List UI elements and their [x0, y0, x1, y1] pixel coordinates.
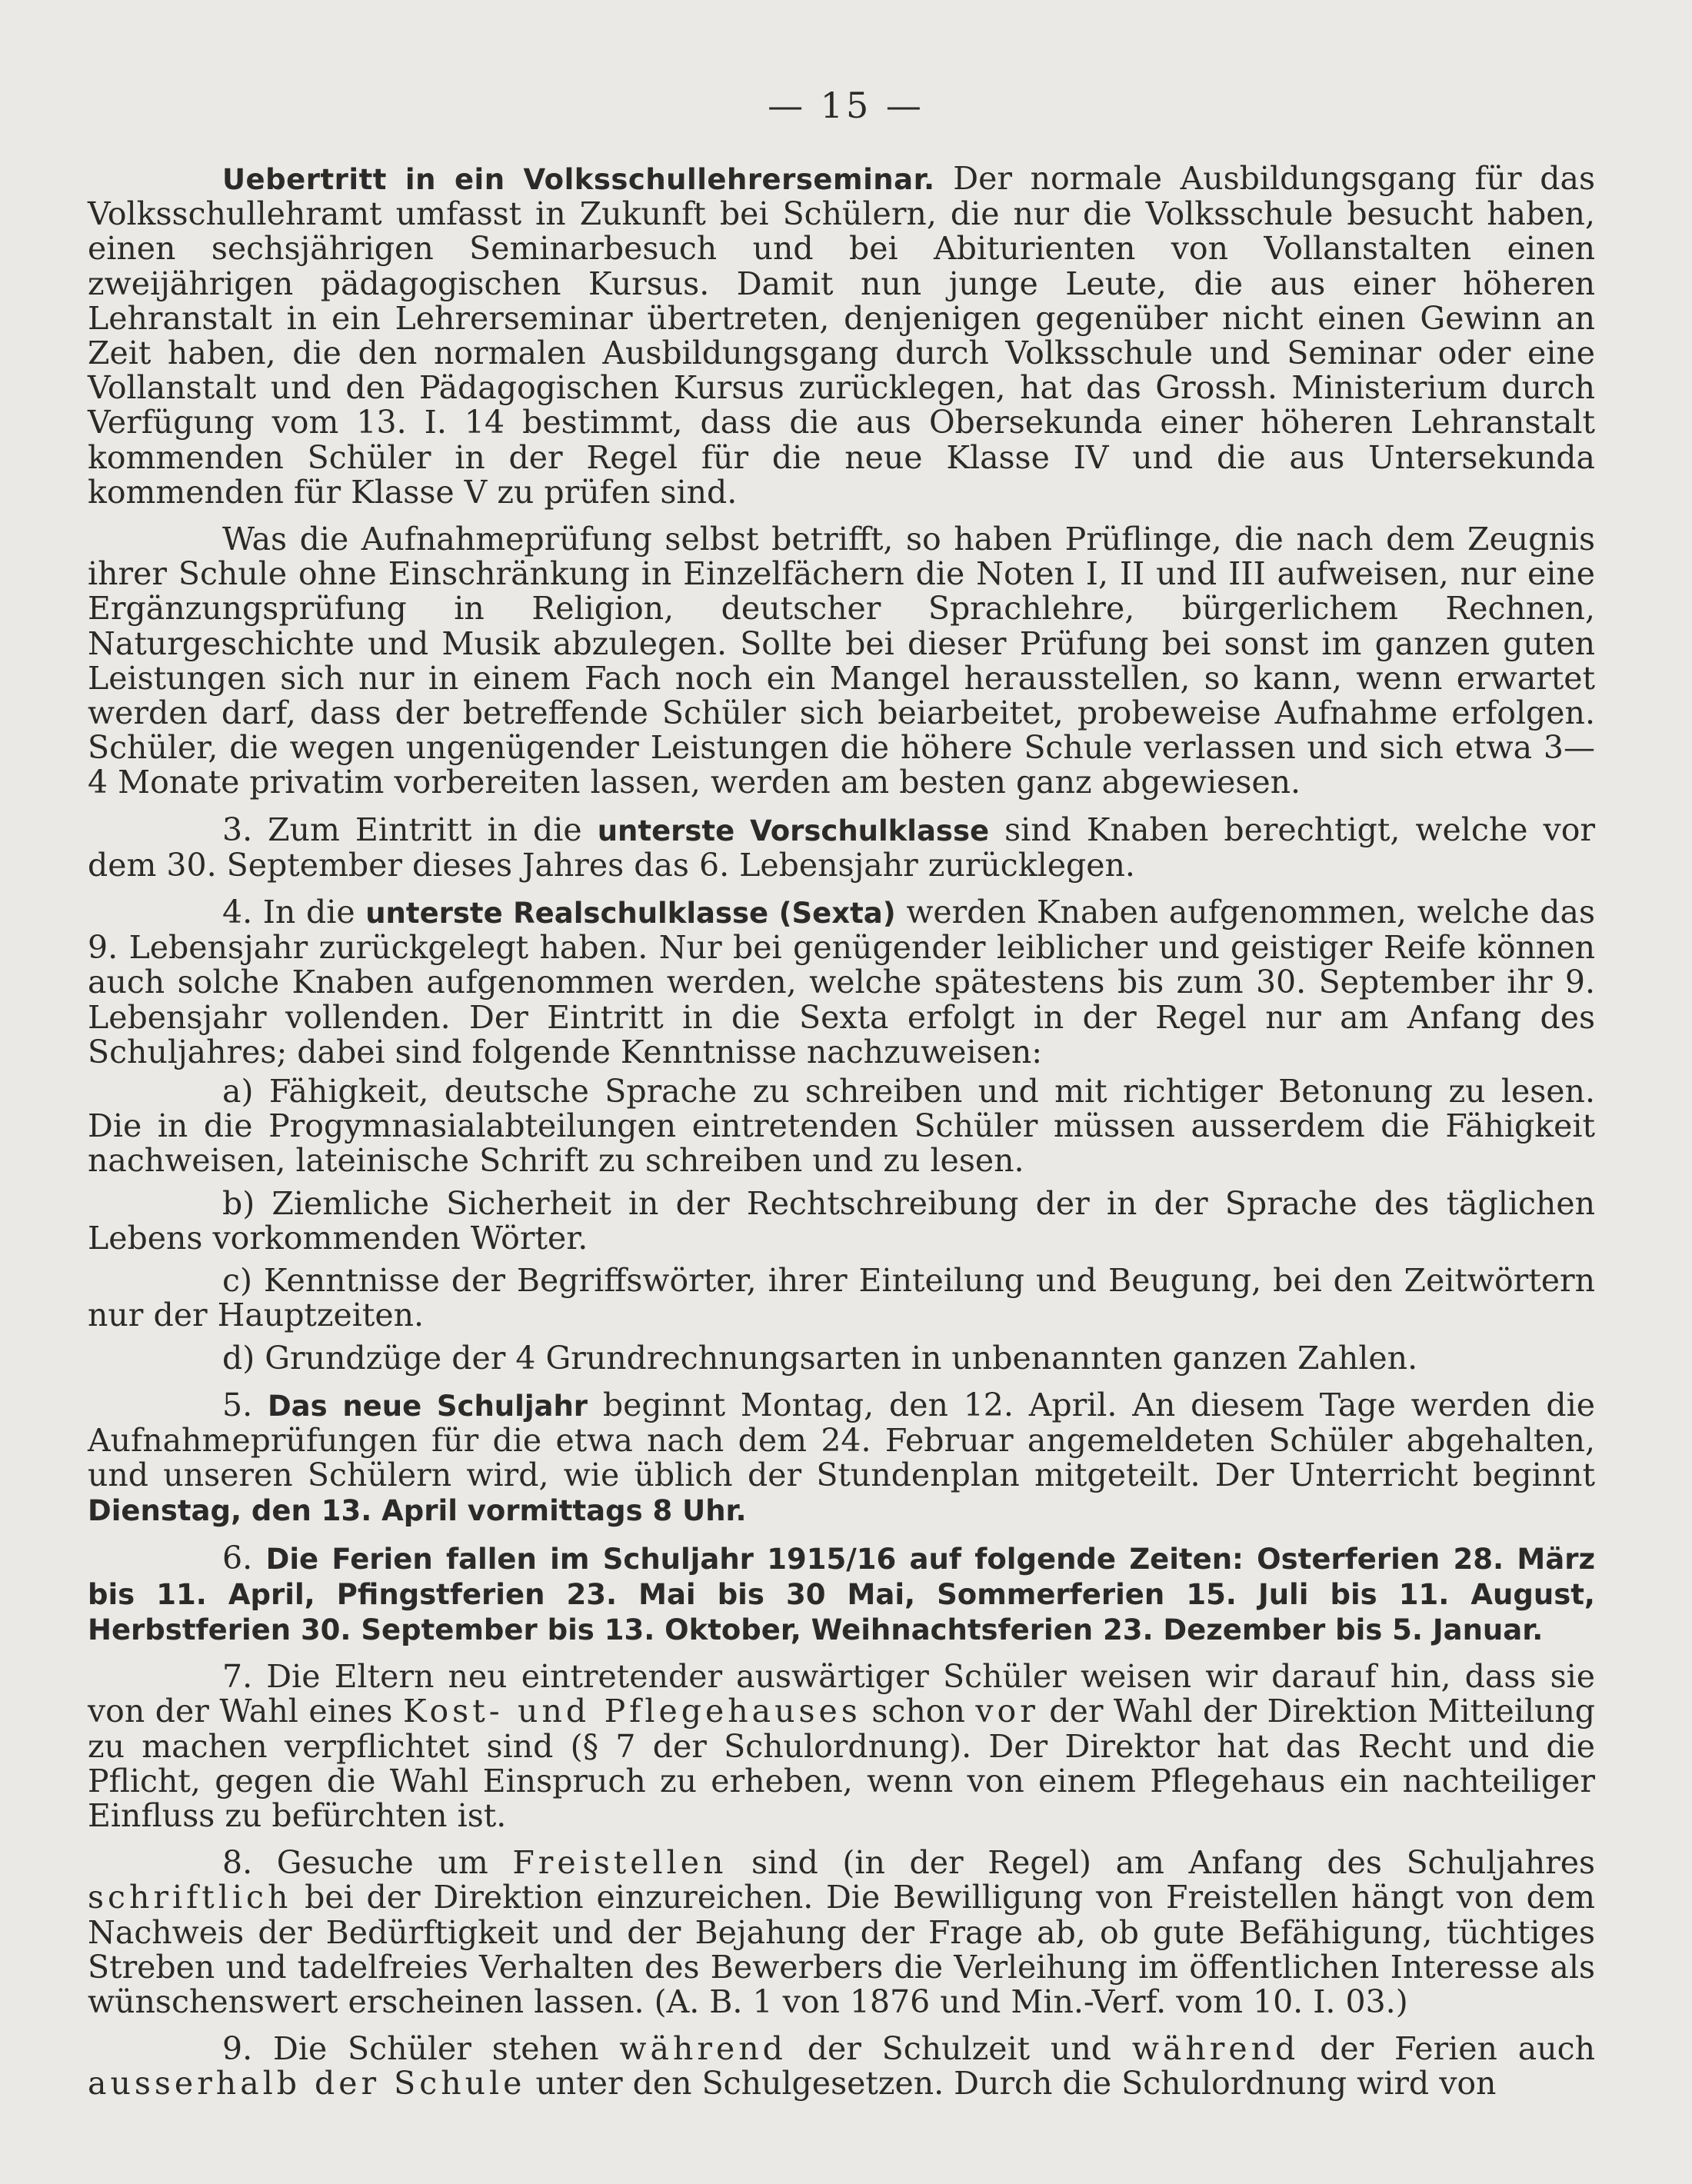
- spaced-phrase: während: [1131, 2030, 1300, 2068]
- heading-seminar: Uebertritt in ein Volksschullehrerseminar.: [222, 163, 935, 196]
- spaced-phrase: Freistellen: [512, 1844, 728, 1882]
- paragraph-text: 4. In die: [222, 894, 366, 931]
- paragraph-text: der Wahl der Direktion Mitteilung zu machen verpflichtet sind (§ 7 der Schulordnung). Der Direktor hat das Recht und die Pflicht, gegen die Wahl Einspruch zu erheben, wenn von einem Pflegehaus ein nachteiliger Einfluss zu befürchten ist.: [88, 1693, 1596, 1834]
- paragraph-7: [88, 1660, 1595, 1833]
- spaced-phrase: Kost- und Pflegehauses: [402, 1693, 861, 1730]
- paragraph-text: Der normale Ausbildungsgang für das Volksschullehramt umfasst in Zukunft bei Schülern, die nur die Volksschule besucht haben, einen sechsjährigen Seminarbesuch und bei Abiturienten von Vollanstalten einen zweijährigen pädagogischen Kursus. Damit nun junge Leute, die aus einer höheren Lehranstalt in ein Lehrerseminar übertreten, denjenigen gegenüber nicht einen Gewinn an Zeit haben, die den normalen Ausbildungsgang durch Volksschule und Seminar oder eine Vollanstalt und den Pädagogischen Kursus zurücklegen, hat das Grossh. Ministerium durch Verfügung vom 13. I. 14 bestimmt, dass die aus Obersekunda einer höheren Lehranstalt kommenden Schüler in der Regel für die neue Klasse IV und die aus Untersekunda kommenden für Klasse V zu prüfen sind.: [88, 160, 1595, 511]
- paragraph-text: unter den Schulgesetzen. Durch die Schulordnung wird von: [525, 2065, 1497, 2102]
- paragraph-text: sind Knaben berechtigt, welche vor dem 30. September dieses Jahres das 6. Lebensjahr zurücklegen.: [88, 811, 1595, 884]
- paragraph-text: werden Knaben aufgenommen, welche das 9. Lebensjahr zurückgelegt haben. Nur bei genügender leiblicher und geistiger Reife können auch solche Knaben aufgenommen werden, welche spätestens bis zum 30. September ihr 9. Lebensjahr vollenden. Der Eintritt in die Sexta erfolgt in der Regel nur am Anfang des Schuljahres; dabei sind folgende Kenntnisse nachzuweisen:: [88, 894, 1595, 1070]
- paragraph-text: 8. Gesuche um: [222, 1844, 513, 1882]
- paragraph-text: bei der Direktion einzureichen. Die Bewilligung von Freistellen hängt von dem Nachweis der Bedürftigkeit und der Bejahung der Frage ab, ob gute Befähigung, tüchtiges Streben und tadelfreies Verhalten des Bewerbers die Verleihung im öffentlichen Interesse als wünschenswert erscheinen lassen. (A. B. 1 von 1876 und Min.-Verf. vom 10. I. 03.): [88, 1879, 1595, 2020]
- list-item-d: d) Grundzüge der 4 Grundrechnungsarten in unbenannten ganzen Zahlen.: [222, 1339, 1418, 1377]
- list-item-a: a) Fähigkeit, deutsche Sprache zu schreiben und mit richtiger Betonung zu lesen. Die in die Progymnasialabteilungen eintretenden Schüler müssen ausserdem die Fähigkeit nachweisen, lateinische Schrift zu schreiben und zu lesen.: [88, 1073, 1595, 1180]
- paragraph-text: 9. Die Schüler stehen: [222, 2030, 620, 2068]
- bold-phrase: unterste Realschulklasse (Sexta): [365, 897, 896, 931]
- paragraph-5: [88, 1388, 1595, 1529]
- paragraph-text: 7. Die Eltern neu eintretender auswärtiger Schüler weisen wir darauf hin, dass sie von der Wahl eines: [88, 1658, 1595, 1730]
- bold-phrase: Das neue Schuljahr: [267, 1389, 588, 1423]
- paragraph-text: Was die Aufnahmeprüfung selbst betrifft, so haben Prüflinge, die nach dem Zeugnis ihrer Schule ohne Einschränkung in Einzelfächern die Noten I, II und III aufweisen, nur eine Ergänzungsprüfung in Religion, deutscher Sprachlehre, bürgerlichem Rechnen, Naturgeschichte und Musik abzulegen. Sollte bei dieser Prüfung bei sonst im ganzen guten Leistungen sich nur in einem Fach noch ein Mangel herausstellen, so kann, wenn erwartet werden darf, dass der betreffende Schüler sich beiarbeitet, probeweise Aufnahme erfolgen. Schüler, die wegen ungenügender Leistungen die höhere Schule verlassen und sich etwa 3—4 Monate privatim vorbereiten lassen, werden am besten ganz abgewiesen.: [88, 521, 1595, 801]
- bold-phrase: Dienstag, den 13. April vormittags: [88, 1494, 643, 1528]
- paragraph-text: 3. Zum Eintritt in die: [222, 811, 598, 848]
- spaced-phrase: während: [619, 2030, 787, 2068]
- paragraph-text: der Ferien auch: [1299, 2030, 1595, 2068]
- paragraph-text: beginnt Montag, den 12. April. An diesem Tage werden die Aufnahmeprüfungen für die etwa nach dem 24. Februar angemeldeten Schüler abgehalten, und unseren Schülern wird, wie üblich der Stundenplan mitgeteilt. Der Unterricht beginnt: [88, 1386, 1595, 1494]
- list-item-b: b) Ziemliche Sicherheit in der Rechtschreibung der in der Sprache des täglichen Lebens vorkommenden Wörter.: [88, 1184, 1595, 1257]
- paragraph-6: [88, 1541, 1595, 1648]
- body-text: [88, 161, 1595, 2114]
- paragraph-3: [88, 813, 1595, 883]
- paragraph-text: 5.: [222, 1386, 268, 1423]
- paragraph-text: schon: [861, 1693, 976, 1730]
- paragraph-9: [88, 2032, 1595, 2101]
- paragraph-text: 6.: [222, 1539, 266, 1576]
- paragraph-4: [88, 895, 1595, 1070]
- bold-phrase: unterste Vorschulklasse: [597, 814, 990, 847]
- paragraph-text: der Schulzeit und: [786, 2030, 1132, 2068]
- spaced-phrase: ausserhalb der Schule: [88, 2065, 526, 2102]
- bold-phrase: 8 Uhr.: [642, 1494, 747, 1528]
- list-item-c: c) Kenntnisse der Begriffswörter, ihrer Einteilung und Beugung, bei den Zeitwörtern nur der Hauptzeiten.: [88, 1262, 1595, 1334]
- page-number: — 15 —: [768, 85, 924, 126]
- spaced-phrase: vor: [975, 1693, 1039, 1730]
- bold-phrase: Die Ferien fallen im Schuljahr 1915/16 auf folgende Zeiten: Osterferien 28. März bis 11. April, Pfingstferien 23. Mai bis 30 Mai, Sommerferien 15. Juli bis 11. August, Herbstferien 30. September bis 13. Oktober, Weihnachtsferien 23. Dezember bis 5. Januar.: [88, 1542, 1595, 1646]
- spaced-phrase: schriftlich: [88, 1879, 292, 1916]
- paragraph-8: [88, 1846, 1595, 2019]
- paragraph-text: sind (in der Regel) am Anfang des Schuljahres: [727, 1844, 1596, 1882]
- paragraph-aufnahmepruefung: [88, 522, 1595, 801]
- paragraph-seminar: [88, 161, 1595, 510]
